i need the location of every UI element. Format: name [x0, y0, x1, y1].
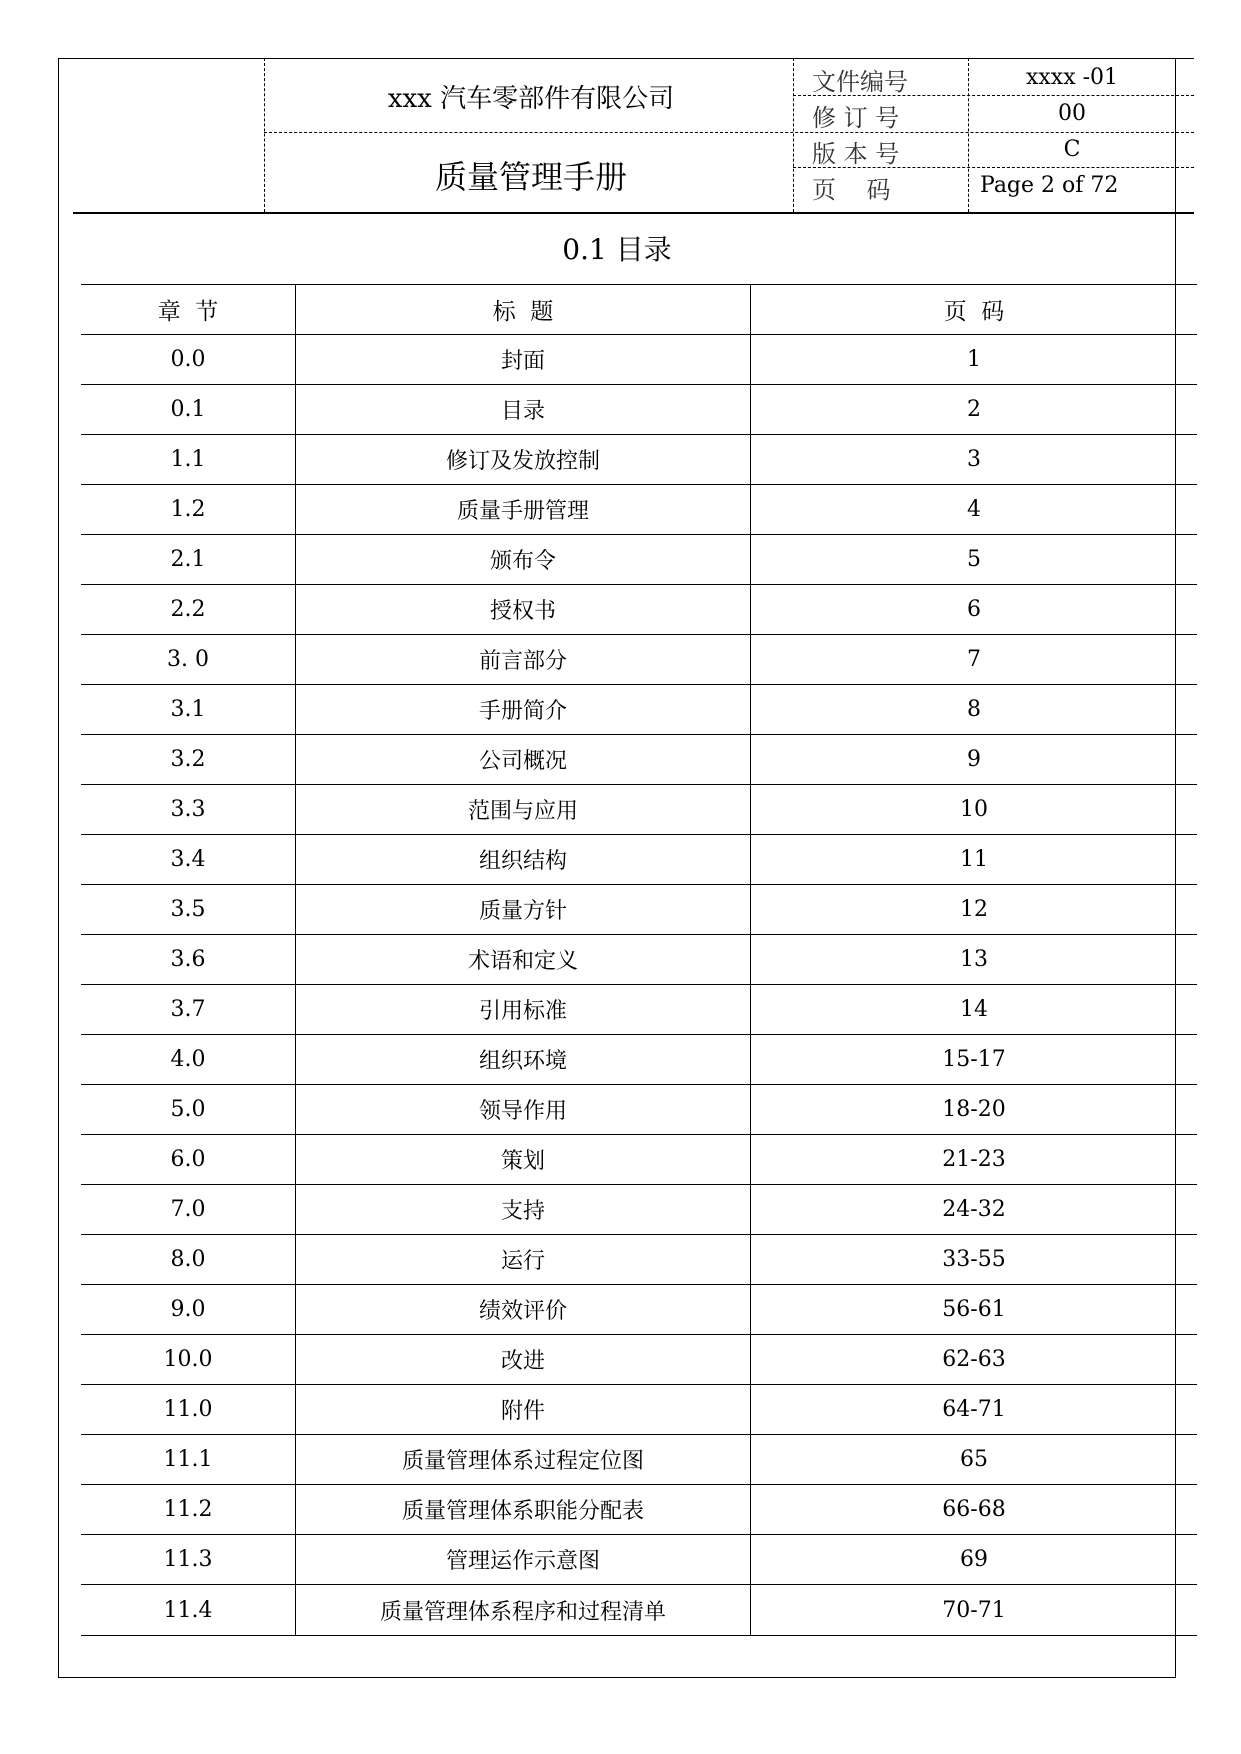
header-top-line [58, 58, 1194, 59]
toc-entry-title: 质量方针 [296, 885, 751, 935]
toc-section-number: 3.7 [81, 985, 296, 1035]
table-row [81, 1435, 1197, 1485]
table-row [81, 1035, 1197, 1085]
toc-section-number: 3.1 [81, 685, 296, 735]
meta-label-revision: 修 订 号 [812, 104, 900, 132]
toc-entry-title: 质量手册管理 [296, 485, 751, 535]
toc-entry-title: 授权书 [296, 585, 751, 635]
toc-entry-title: 附件 [296, 1385, 751, 1435]
toc-section-number: 11.1 [81, 1435, 296, 1485]
toc-table [81, 284, 1197, 1636]
toc-section-number: 2.2 [81, 585, 296, 635]
toc-section-number: 11.2 [81, 1485, 296, 1535]
toc-section-number: 3.2 [81, 735, 296, 785]
toc-header-row [81, 285, 1197, 335]
toc-page-number: 1 [751, 335, 1198, 385]
toc-page-number: 21-23 [751, 1135, 1198, 1185]
toc-page-number: 64-71 [751, 1385, 1198, 1435]
table-row [81, 935, 1197, 985]
toc-section-number: 0.0 [81, 335, 296, 385]
toc-section-number: 1.1 [81, 435, 296, 485]
toc-entry-title: 领导作用 [296, 1085, 751, 1135]
column-header-title: 标 题 [296, 285, 751, 335]
toc-section-number: 3.6 [81, 935, 296, 985]
toc-section-number: 6.0 [81, 1135, 296, 1185]
toc-entry-title: 范围与应用 [296, 785, 751, 835]
toc-section-number: 3.4 [81, 835, 296, 885]
toc-entry-title: 运行 [296, 1235, 751, 1285]
column-header-page: 页 码 [751, 285, 1198, 335]
table-row [81, 435, 1197, 485]
toc-page-number: 8 [751, 685, 1198, 735]
table-row [81, 735, 1197, 785]
table-row [81, 1285, 1197, 1335]
toc-section-number: 10.0 [81, 1335, 296, 1385]
table-row [81, 1335, 1197, 1385]
table-row [81, 385, 1197, 435]
toc-section-number: 9.0 [81, 1285, 296, 1335]
meta-label-version: 版 本 号 [812, 140, 900, 168]
toc-page-number: 6 [751, 585, 1198, 635]
toc-entry-title: 质量管理体系职能分配表 [296, 1485, 751, 1535]
toc-entry-title: 改进 [296, 1335, 751, 1385]
table-row [81, 1235, 1197, 1285]
table-row [81, 485, 1197, 535]
toc-entry-title: 手册简介 [296, 685, 751, 735]
table-row [81, 835, 1197, 885]
toc-entry-title: 策划 [296, 1135, 751, 1185]
toc-page-number: 7 [751, 635, 1198, 685]
toc-entry-title: 支持 [296, 1185, 751, 1235]
meta-value-revision: 00 [1058, 101, 1086, 126]
toc-entry-title: 公司概况 [296, 735, 751, 785]
table-row [81, 335, 1197, 385]
table-row [81, 785, 1197, 835]
table-row [81, 1535, 1197, 1585]
toc-entry-title: 绩效评价 [296, 1285, 751, 1335]
table-row [81, 585, 1197, 635]
toc-page-number: 65 [751, 1435, 1198, 1485]
table-row [81, 1085, 1197, 1135]
toc-page-number: 15-17 [751, 1035, 1198, 1085]
toc-page-number: 33-55 [751, 1235, 1198, 1285]
meta-label-doc-number: 文件编号 [812, 68, 908, 96]
toc-entry-title: 目录 [296, 385, 751, 435]
toc-section-number: 4.0 [81, 1035, 296, 1085]
toc-page-number: 69 [751, 1535, 1198, 1585]
meta-value-version: C [1063, 137, 1081, 162]
toc-section-number: 3. 0 [81, 635, 296, 685]
toc-body [81, 335, 1197, 1636]
toc-section-number: 3.3 [81, 785, 296, 835]
toc-page-number: 66-68 [751, 1485, 1198, 1535]
toc-page-number: 14 [751, 985, 1198, 1035]
table-row [81, 635, 1197, 685]
header-bottom-line [73, 212, 1194, 214]
toc-entry-title: 颁布令 [296, 535, 751, 585]
toc-section-number: 8.0 [81, 1235, 296, 1285]
toc-section-number: 0.1 [81, 385, 296, 435]
toc-entry-title: 质量管理体系程序和过程清单 [296, 1585, 751, 1636]
toc-entry-title: 组织结构 [296, 835, 751, 885]
table-row [81, 985, 1197, 1035]
column-header-section: 章 节 [81, 285, 296, 335]
toc-entry-title: 前言部分 [296, 635, 751, 685]
toc-page-number: 70-71 [751, 1585, 1198, 1636]
table-row [81, 1185, 1197, 1235]
table-row [81, 1385, 1197, 1435]
table-row [81, 1485, 1197, 1535]
company-name: xxx 汽车零部件有限公司 [387, 84, 675, 114]
toc-entry-title: 引用标准 [296, 985, 751, 1035]
toc-section-number: 11.0 [81, 1385, 296, 1435]
toc-page-number: 18-20 [751, 1085, 1198, 1135]
table-row [81, 1585, 1197, 1636]
toc-page-number: 5 [751, 535, 1198, 585]
toc-section-number: 5.0 [81, 1085, 296, 1135]
meta-value-page: Page 2 of 72 [980, 173, 1119, 198]
table-row [81, 1135, 1197, 1185]
toc-entry-title: 修订及发放控制 [296, 435, 751, 485]
header-middle-line [264, 132, 1194, 133]
toc-page-number: 4 [751, 485, 1198, 535]
toc-entry-title: 组织环境 [296, 1035, 751, 1085]
toc-page-number: 12 [751, 885, 1198, 935]
toc-section-number: 11.3 [81, 1535, 296, 1585]
toc-entry-title: 封面 [296, 335, 751, 385]
toc-entry-title: 管理运作示意图 [296, 1535, 751, 1585]
toc-page-number: 13 [751, 935, 1198, 985]
toc-section-number: 1.2 [81, 485, 296, 535]
toc-section-number: 2.1 [81, 535, 296, 585]
manual-title: 质量管理手册 [434, 158, 627, 196]
table-row [81, 885, 1197, 935]
toc-page-number: 62-63 [751, 1335, 1198, 1385]
toc-page-number: 9 [751, 735, 1198, 785]
header-divider-value [968, 58, 969, 212]
toc-page-number: 2 [751, 385, 1198, 435]
meta-value-doc-number: xxxx -01 [1025, 65, 1119, 90]
toc-page-number: 56-61 [751, 1285, 1198, 1335]
toc-entry-title: 术语和定义 [296, 935, 751, 985]
toc-section-number: 7.0 [81, 1185, 296, 1235]
toc-page-number: 3 [751, 435, 1198, 485]
toc-page-number: 11 [751, 835, 1198, 885]
table-row [81, 685, 1197, 735]
toc-entry-title: 质量管理体系过程定位图 [296, 1435, 751, 1485]
toc-section-number: 3.5 [81, 885, 296, 935]
toc-page-number: 10 [751, 785, 1198, 835]
toc-title: 0.1 目录 [562, 233, 672, 266]
header-divider-left [264, 58, 265, 212]
toc-page-number: 24-32 [751, 1185, 1198, 1235]
table-row [81, 535, 1197, 585]
meta-label-page: 页 码 [812, 176, 891, 204]
toc-section-number: 11.4 [81, 1585, 296, 1636]
